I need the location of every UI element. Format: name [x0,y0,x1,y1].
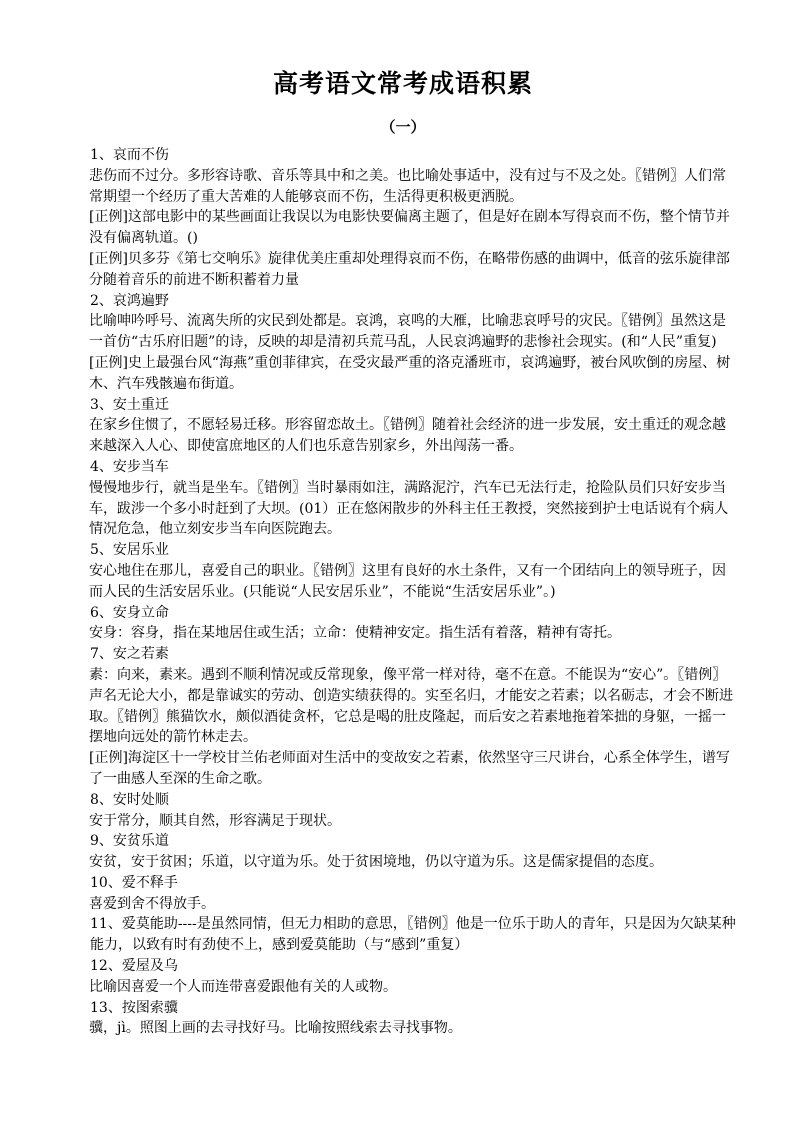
idiom-heading: 6、安身立命 [90,604,169,621]
idiom-paragraph: 安身：容身，指在某地居住或生活；立命：使精神安定。指生活有着落，精神有寄托。 [89,625,621,642]
idiom-heading: 8、安时处顺 [90,791,169,808]
idiom-paragraph: [正例]贝多芬《第七交响乐》旋律优美庄重却处理得哀而不伤，在略带伤感的曲调中，低音的弦乐旋律部分随着音乐的前进不断积蓄着力量 [89,250,730,288]
idiom-paragraph: 悲伤而不过分。多形容诗歌、音乐等具中和之美。也比喻处事适中，没有过与不及之处。〖错例〗人们常常期望一个经历了重大苦难的人能够哀而不伤，生活得更积极更洒脱。 [89,167,726,205]
idiom-heading: 3、安土重迁 [90,396,169,413]
idiom-entry [90,998,736,1040]
idiom-paragraph: 素：向来，素来。遇到不顺利情况或反常现象，像平常一样对待，毫不在意。不能误为“安心”。〖错例〗声名无论大小，都是靠诚实的劳动、创造实绩获得的。实至名归，才能安之若素；以名砺志，才会不断进取。〖错例〗熊猫饮水，颇似酒徒贪杯，它总是喝的肚皮隆起，而后安之若素地拖着笨拙的身躯，一摇一摆地向远处的箭竹林走去。 [89,666,733,746]
idiom-entry [90,457,736,540]
document-subtitle: （一） [380,118,426,136]
idiom-entry [90,914,736,956]
idiom-paragraph: 比喻呻吟呼号、流离失所的灾民到处都是。哀鸿，哀鸣的大雁，比喻悲哀呼号的灾民。〖错例〗虽然这是一首仿“古乐府旧题”的诗，反映的却是清初兵荒马乱，人民哀鸿遍野的悲惨社会现实。(和“人民”重复) [89,313,726,351]
document-title: 高考语文常考成语积累 [272,69,533,98]
idiom-paragraph: 安贫，安于贫困；乐道，以守道为乐。处于贫困境地，仍以守道为乐。这是儒家提倡的态度。 [89,854,663,871]
idiom-heading: 1、哀而不伤 [90,147,169,163]
idiom-entry [90,395,736,457]
idiom-entry [90,603,736,645]
idiom-paragraph: 喜爱到舍不得放手。 [89,895,215,912]
idiom-paragraph: 比喻因喜爱一个人而连带喜爱跟他有关的人或物。 [89,978,397,995]
idiom-entry [90,831,736,873]
idiom-entry [90,644,736,790]
idiom-paragraph: [正例]这部电影中的某些画面让我误以为电影快要偏离主题了，但是好在剧本写得哀而不伤，整个情节并没有偏离轨道。() [89,209,730,247]
idiom-paragraph: 安于常分，顺其自然，形容满足于现状。 [89,812,341,829]
idiom-heading: 11、爱莫能助----是虽然同情，但无力相助的意思，〖错例〗他是一位乐于助人的青年，只是因为欠缺某种能力，以致有时有劲使不上，感到爱莫能助（与“感到”重复） [90,916,736,954]
idiom-heading: 10、爱不释手 [90,874,178,891]
idiom-paragraph: [正例]史上最强台风“海燕”重创菲律宾，在受灾最严重的洛克潘班市，哀鸿遍野，被台风吹倒的房屋、树木、汽车残骸遍布街道。 [89,354,731,392]
idiom-entry [90,790,736,832]
idiom-entry [90,873,736,915]
idiom-heading: 13、按图索骥 [90,999,178,1016]
idiom-heading: 4、安步当车 [90,458,169,475]
idiom-entry [90,291,736,395]
idiom-heading: 2、哀鸿遍野 [90,292,169,309]
idiom-entry [90,540,736,602]
idiom-paragraph: 骥，jì。照图上画的去寻找好马。比喻按照线索去寻找事物。 [89,1020,462,1037]
idiom-paragraph: [正例]海淀区十一学校甘兰佑老师面对生活中的变故安之若素，依然坚守三尺讲台，心系全体学生，谱写了一曲感人至深的生命之歌。 [89,750,730,787]
idiom-heading: 12、爱屋及乌 [90,958,178,975]
entries-list [90,145,736,1039]
idiom-entry [90,956,736,998]
idiom-entry [90,145,736,291]
idiom-heading: 7、安之若素 [90,646,169,663]
idiom-paragraph: 慢慢地步行，就当是坐车。〖错例〗当时暴雨如注，满路泥泞，汽车已无法行走，抢险队员们只好安步当车，跋涉一个多小时赶到了大坝。(01）正在悠闲散步的外科主任王教授，突然接到护士电话说有个病人情况危急，他立刻安步当车向医院跑去。 [89,479,729,538]
idiom-paragraph: 安心地住在那儿，喜爱自己的职业。〖错例〗这里有良好的水土条件，又有一个团结向上的领导班子，因而人民的生活安居乐业。(只能说“人民安居乐业”，不能说“生活安居乐业”。) [89,562,726,600]
idiom-heading: 9、安贫乐道 [90,833,169,850]
idiom-paragraph: 在家乡住惯了，不愿轻易迁移。形容留恋故土。〖错例〗随着社会经济的进一步发展，安土重迁的观念越来越深入人心、即使富庶地区的人们也乐意告别家乡，外出闯荡一番。 [89,417,726,455]
idiom-heading: 5、安居乐业 [90,542,169,559]
